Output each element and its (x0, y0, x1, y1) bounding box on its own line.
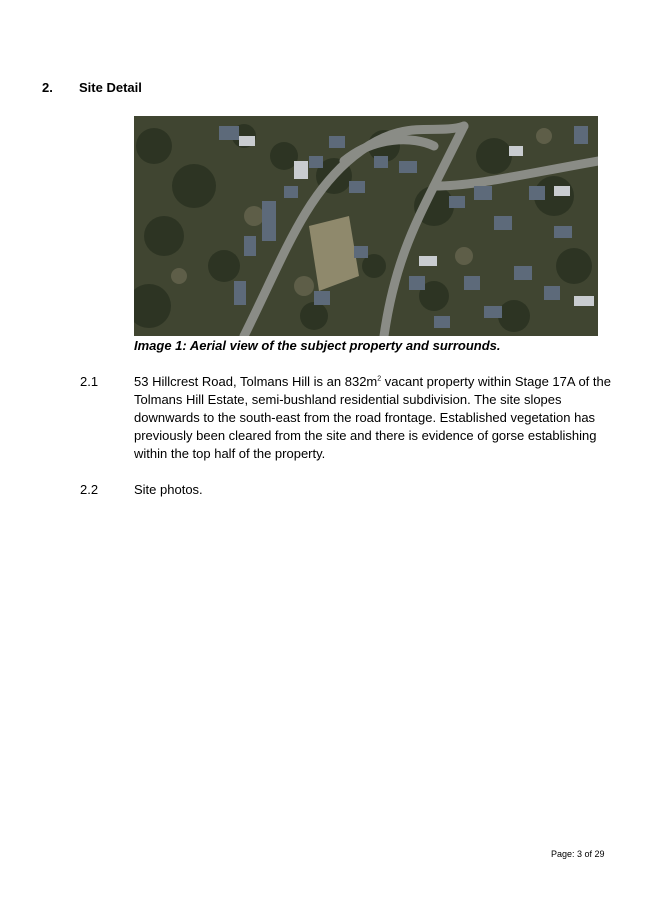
section-title: Site Detail (79, 80, 142, 95)
paragraph-2-1 (80, 373, 611, 463)
paragraph-line: within the top half of the property. (134, 446, 326, 461)
page-number: Page: 3 of 29 (551, 849, 605, 859)
paragraph-number: 2.1 (80, 374, 99, 389)
aerial-photo-image (134, 116, 598, 336)
paragraph-text (134, 481, 599, 499)
aerial-photo (134, 116, 598, 336)
section-heading (42, 80, 142, 95)
superscript: 2 (377, 375, 382, 383)
section-number: 2. (42, 80, 53, 95)
paragraph-2-2 (80, 481, 600, 499)
paragraph-line-text: 53 Hillcrest Road, Tolmans Hill is an 832m (134, 374, 378, 389)
paragraph-line: Tolmans Hill Estate, semi-bushland residential subdivision. The site slopes (134, 392, 562, 407)
paragraph-line: previously been cleared from the site and there is evidence of gorse establishing (134, 428, 597, 443)
figure-caption: Image 1: Aerial view of the subject property and surrounds. (134, 338, 501, 353)
paragraph-line (134, 373, 611, 391)
paragraph-line: downwards to the south-east from the road frontage. Established vegetation has (134, 410, 596, 425)
paragraph-line: Site photos. (134, 482, 203, 497)
paragraph-number: 2.2 (80, 482, 99, 497)
paragraph-text (134, 373, 611, 463)
paragraph-line-text: vacant property within Stage 17A of the (381, 374, 611, 389)
